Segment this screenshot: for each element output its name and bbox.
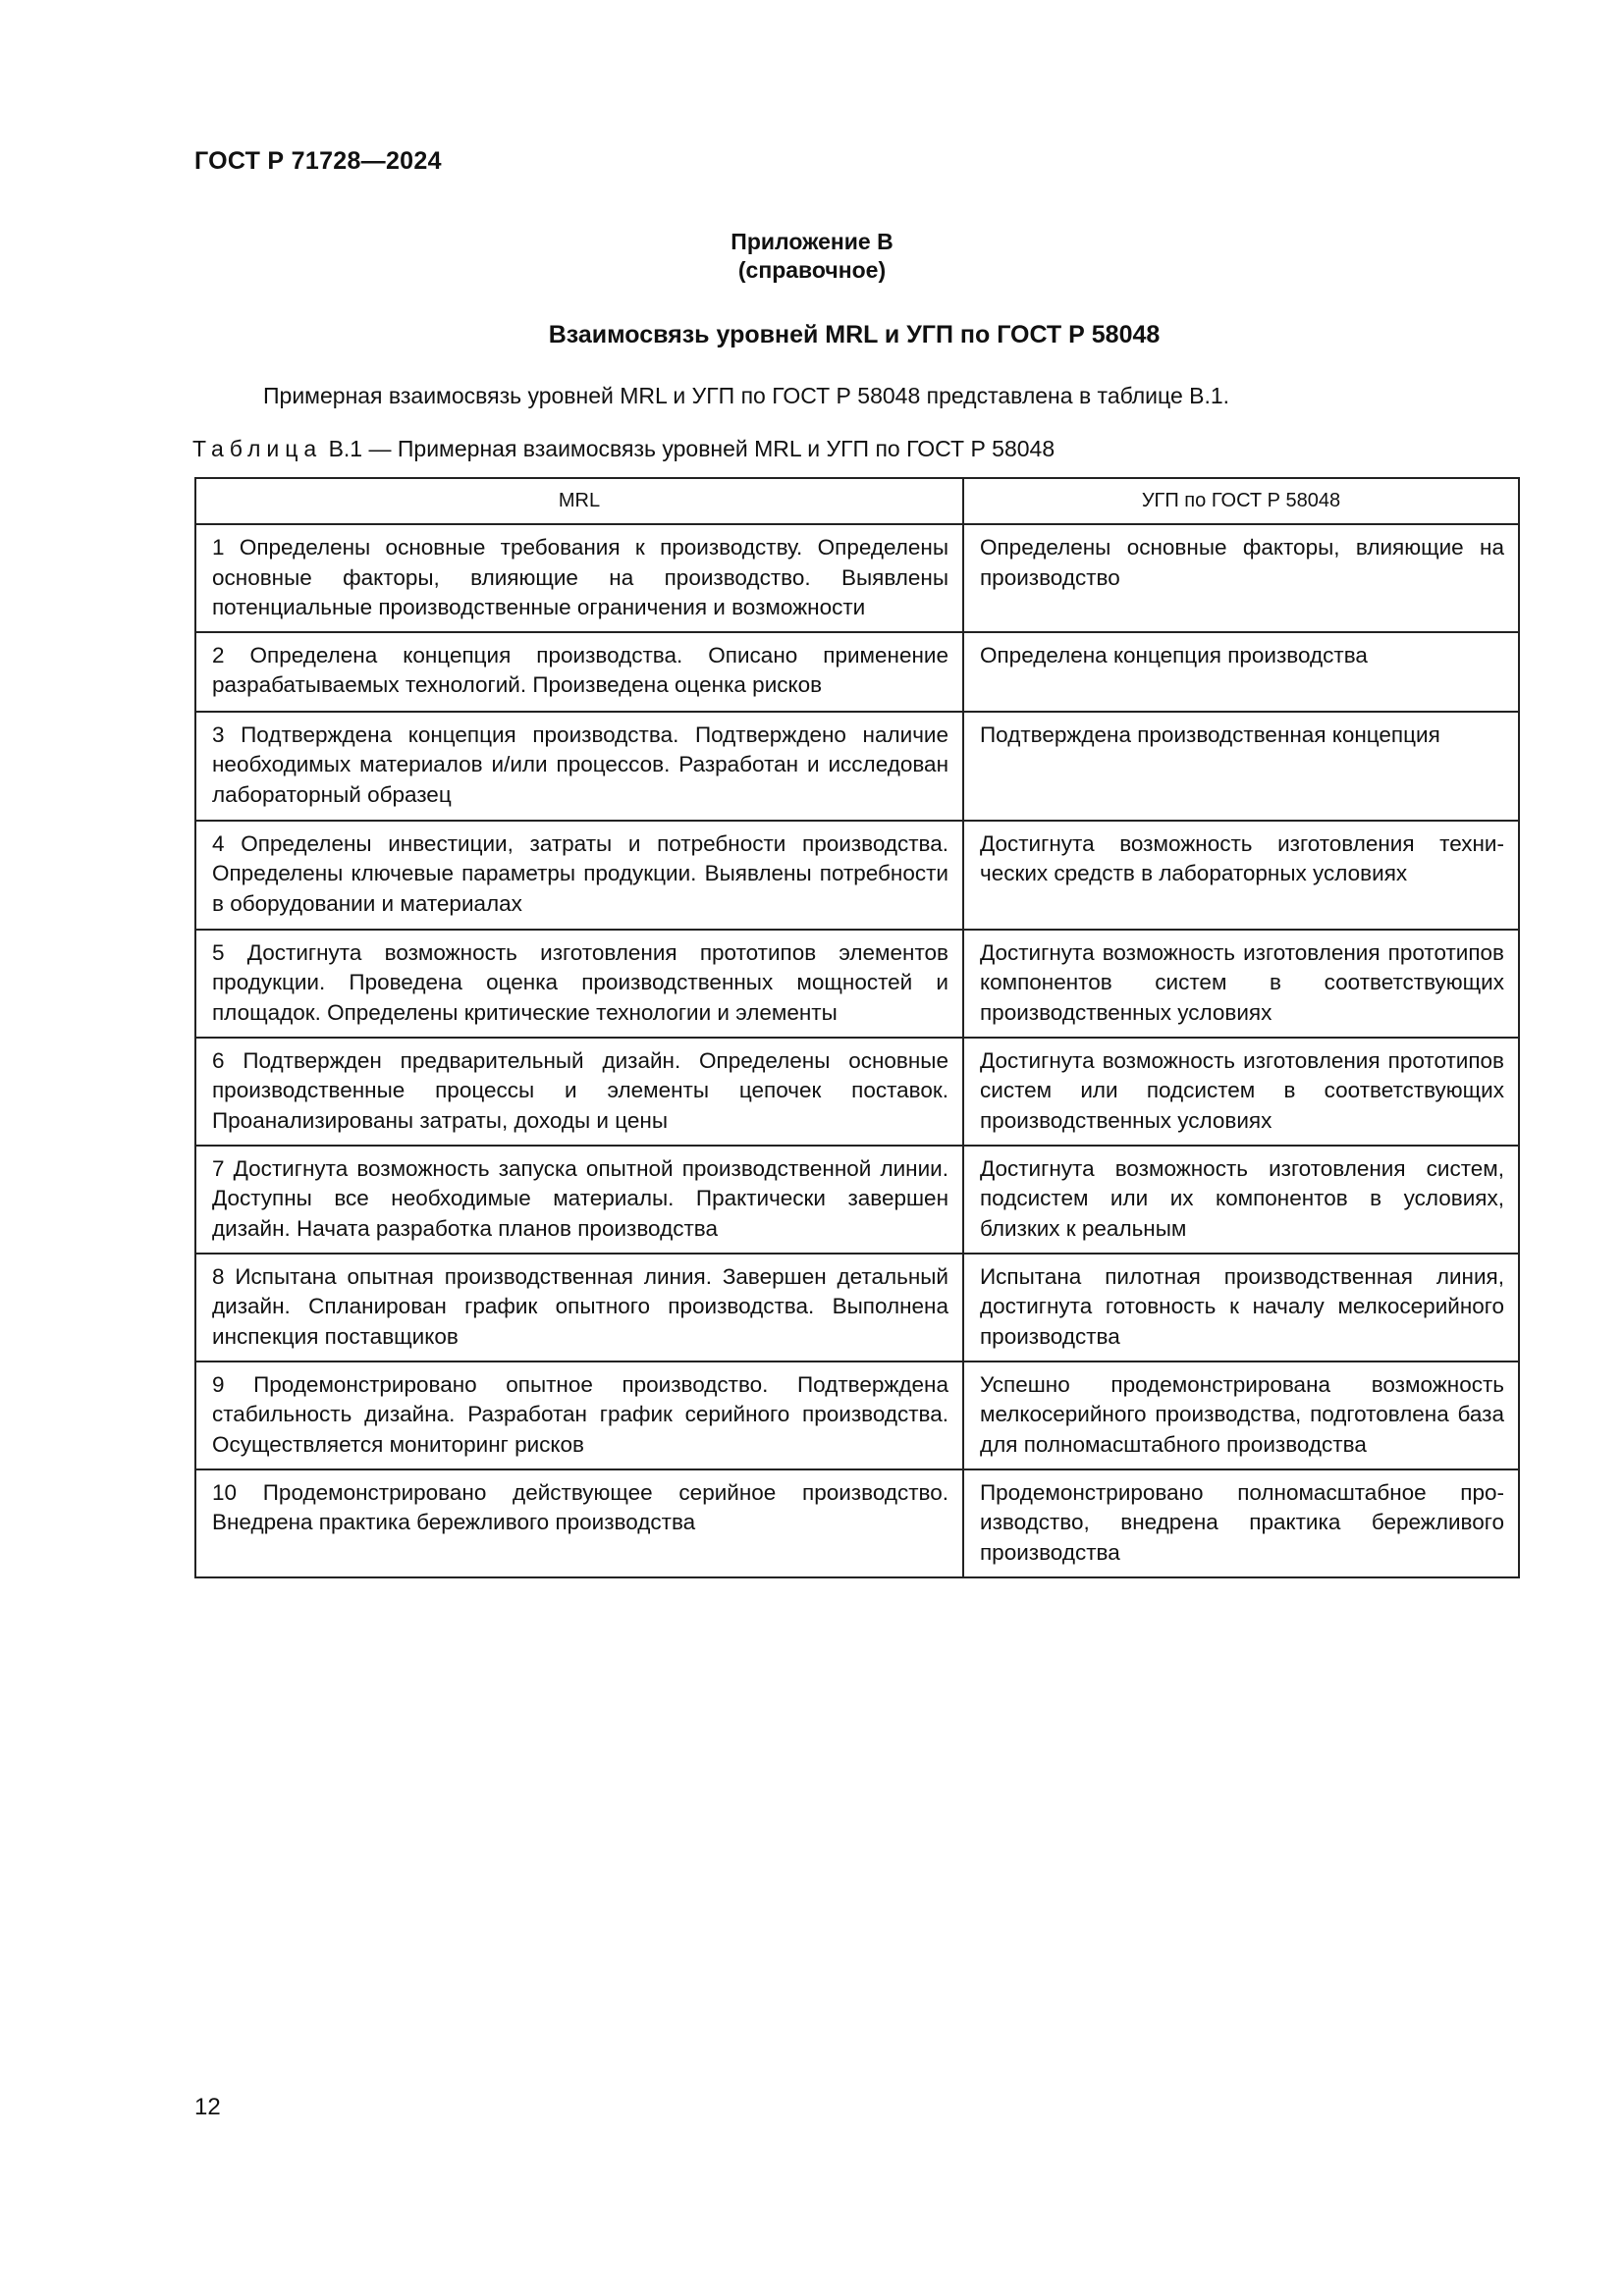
table-row	[195, 1469, 1519, 1577]
cell-mrl: 3 Подтверждена концепция производства. Подтверждено наличие необходимых материалов и/или процессов. Разработан и исследован лабораторный образец	[195, 712, 963, 821]
table-row	[195, 712, 1519, 821]
cell-ugp: Успешно продемонстрирована возможность мелкосерийного производства, подготовлена база для полномасштабного производства	[963, 1362, 1519, 1469]
table-row	[195, 1362, 1519, 1469]
section-title: Взаимосвязь уровней MRL и УГП по ГОСТ Р 58048	[548, 321, 1161, 348]
cell-mrl: 2 Определена концепция производства. Описано применение разрабатываемых технологий. Произведена оценка рисков	[195, 632, 963, 712]
table-caption-text: В.1 — Примерная взаимосвязь уровней MRL и УГП по ГОСТ Р 58048	[322, 436, 1056, 461]
appendix-type: (справочное)	[737, 257, 887, 283]
cell-ugp: Определена концепция производства	[963, 632, 1519, 712]
cell-ugp: Подтверждена производственная концепция	[963, 712, 1519, 821]
table-row	[195, 821, 1519, 930]
page-number: 12	[194, 2094, 221, 2120]
table-row	[195, 930, 1519, 1038]
cell-mrl: 5 Достигнута возможность изготовления прототипов элементов продукции. Проведена оценка производственных мощностей и площадок. Определены критические технологии и элементы	[195, 930, 963, 1038]
cell-ugp: Достигнута возможность изготовления прототипов компонентов систем в соответствующих производственных условиях	[963, 930, 1519, 1038]
cell-mrl: 8 Испытана опытная производственная линия. Завершен детальный дизайн. Спланирован график опытного производства. Выполнена инспекция поставщиков	[195, 1254, 963, 1362]
cell-mrl: 4 Определены инвестиции, затраты и потребности производства. Определены ключевые параметры продукции. Выявлены потребности в оборудовании и материалах	[195, 821, 963, 930]
table-header-row	[195, 478, 1519, 524]
table-caption-label: Таблица	[192, 436, 323, 461]
header-mrl: MRL	[195, 478, 963, 524]
cell-ugp: Определены основные факторы, влияющие на производство	[963, 524, 1519, 632]
cell-mrl: 1 Определены основные требования к производству. Определены основные факторы, влияющие на производство. Выявлены потенциальные производственные ограничения и возможности	[195, 524, 963, 632]
cell-ugp: Достигнута возможность изготовления технических средств в лабораторных условиях	[963, 821, 1519, 930]
cell-ugp: Испытана пилотная производственная линия, достигнута готовность к началу мелкосерийного производства	[963, 1254, 1519, 1362]
cell-ugp: Продемонстрировано полномасштабное производство, внедрена практика бережливого производства	[963, 1469, 1519, 1577]
cell-mrl: 10 Продемонстрировано действующее серийное производство. Внедрена практика бережливого производства	[195, 1469, 963, 1577]
cell-mrl: 9 Продемонстрировано опытное производство. Подтверждена стабильность дизайна. Разработан график серийного производства. Осуществляется мониторинг рисков	[195, 1362, 963, 1469]
mrl-table	[194, 477, 1520, 1578]
intro-paragraph: Примерная взаимосвязь уровней MRL и УГП по ГОСТ Р 58048 представлена в таблице В.1.	[263, 383, 1230, 408]
table-row	[195, 632, 1519, 712]
appendix-title: Приложение В	[731, 229, 893, 254]
table-row	[195, 1254, 1519, 1362]
table-row	[195, 524, 1519, 632]
document-code: ГОСТ Р 71728—2024	[194, 147, 442, 175]
cell-mrl: 6 Подтвержден предварительный дизайн. Определены основные производственные процессы и элементы цепочек поставок. Проанализированы затраты, доходы и цены	[195, 1038, 963, 1146]
table-caption	[192, 436, 1055, 462]
header-ugp: УГП по ГОСТ Р 58048	[963, 478, 1519, 524]
cell-ugp: Достигнута возможность изготовления систем, подсистем или их компонентов в условиях, близких к реальным	[963, 1146, 1519, 1254]
table-row	[195, 1146, 1519, 1254]
table-row	[195, 1038, 1519, 1146]
cell-ugp: Достигнута возможность изготовления прототипов систем или подсистем в соответствующих производственных условиях	[963, 1038, 1519, 1146]
cell-mrl: 7 Достигнута возможность запуска опытной производственной линии. Доступны все необходимые материалы. Практически завершен дизайн. Начата разработка планов производства	[195, 1146, 963, 1254]
